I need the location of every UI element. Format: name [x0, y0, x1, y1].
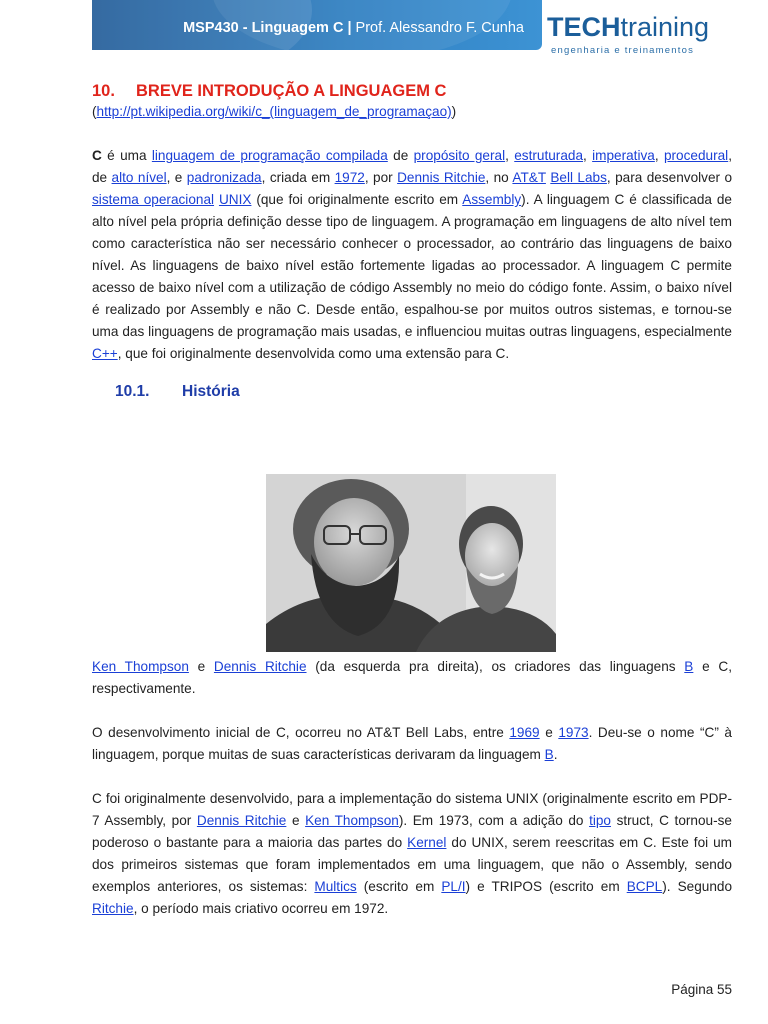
link-kernel[interactable]: Kernel	[407, 835, 447, 850]
text: e	[286, 813, 306, 828]
text: (que foi originalmente escrito em	[251, 192, 463, 207]
header-title-author: Prof. Alessandro F. Cunha	[351, 20, 524, 36]
link-ken-thompson[interactable]: Ken Thompson	[92, 659, 189, 674]
link-1969[interactable]: 1969	[509, 725, 540, 740]
link-dennis-ritchie[interactable]: Dennis Ritchie	[397, 170, 486, 185]
text: ). A linguagem C é classificada de alto nível pela própria definição desse tipo de linguagem. A programação em linguagens de alto nível tem como característica não ser necessário conhecer o processador, ao contrário das linguagens de baixo nível. As linguagens de baixo nível estão fortemente ligadas ao processador. A linguagem C permite acesso de baixo nível com a utilização de código Assembly no meio do código fonte. Assim, o baixo nível é realizado por Assembly e não C. Desde então, espalhou-se por muitos outros sistemas, e tornou-se uma das linguagens de programação mais usadas, e influenciou muitas outras linguagens, especialmente	[92, 192, 732, 339]
logo-tech: TECH	[547, 12, 621, 42]
logo-tagline: engenharia e treinamentos	[551, 45, 695, 56]
subsection-number: 10.1.	[115, 383, 150, 400]
text: (da esquerda pra direita), os criadores das linguagens	[306, 659, 685, 674]
text: , de	[92, 148, 732, 185]
header-title	[183, 20, 524, 36]
section-number: 10.	[92, 82, 115, 100]
history-paragraph-1	[92, 722, 732, 766]
paren-open: (	[92, 104, 97, 119]
photo-illustration	[266, 474, 556, 652]
link-cpp[interactable]: C++	[92, 346, 118, 361]
history-paragraph-2	[92, 788, 732, 920]
subsection-title: História	[182, 383, 240, 400]
link-b[interactable]: B	[544, 747, 554, 762]
photo-caption	[92, 656, 732, 700]
header-banner	[92, 0, 542, 50]
page-content	[92, 82, 732, 401]
text: , por	[364, 170, 398, 185]
link-tipo[interactable]: tipo	[589, 813, 611, 828]
link-dennis-ritchie[interactable]: Dennis Ritchie	[213, 659, 307, 674]
text: C foi originalmente desenvolvido, para a implementação do sistema UNIX (originalmente escrito em PDP-7 Assembly, por	[92, 791, 732, 828]
text: ,	[583, 148, 593, 163]
text: , no	[485, 170, 513, 185]
link-multics[interactable]: Multics	[314, 879, 357, 894]
source-link[interactable]: http://pt.wikipedia.org/wiki/c_(linguagem_de_programaçao)	[96, 104, 452, 119]
link-ritchie[interactable]: Ritchie	[92, 901, 134, 916]
text: e C, respectivamente.	[92, 659, 732, 696]
intro-c-bold: C	[92, 148, 102, 163]
thompson-ritchie-photo	[266, 474, 556, 652]
section-heading	[92, 82, 732, 101]
link-bell-labs[interactable]: Bell Labs	[550, 170, 607, 185]
text: . Deu-se o nome “C” à linguagem, porque muitas de suas características derivaram da linguagem	[92, 725, 732, 762]
link-imperativa[interactable]: imperativa	[592, 148, 655, 163]
link-padronizada[interactable]: padronizada	[186, 170, 262, 185]
text: e	[539, 725, 559, 740]
link-bcpl[interactable]: BCPL	[626, 879, 663, 894]
link-proposito-geral[interactable]: propósito geral	[413, 148, 506, 163]
text: , criada em	[261, 170, 335, 185]
page-number: Página 55	[671, 982, 732, 997]
link-att[interactable]: AT&T	[512, 170, 546, 185]
text: , o período mais criativo ocorreu em 1972.	[133, 901, 389, 916]
history-content	[92, 656, 732, 920]
link-unix[interactable]: UNIX	[218, 192, 252, 207]
text: ). Em 1973, com a adição do	[398, 813, 590, 828]
link-pl-i[interactable]: PL/I	[441, 879, 466, 894]
link-procedural[interactable]: procedural	[663, 148, 729, 163]
link-sistema-operacional[interactable]: sistema operacional	[92, 192, 215, 207]
logo-training: training	[620, 12, 710, 42]
link-ken-thompson[interactable]: Ken Thompson	[305, 813, 399, 828]
logo-wordmark	[547, 12, 709, 43]
text: de	[387, 148, 414, 163]
header-title-bold: MSP430 - Linguagem C |	[183, 20, 352, 36]
text: .	[553, 747, 558, 762]
text: e	[188, 659, 214, 674]
text: ). Segundo	[662, 879, 733, 894]
text: é uma	[101, 148, 152, 163]
section-title: BREVE INTRODUÇÃO A LINGUAGEM C	[136, 82, 447, 100]
paren-close: )	[451, 104, 457, 119]
subsection-heading	[92, 383, 732, 401]
link-assembly[interactable]: Assembly	[462, 192, 522, 207]
link-1973[interactable]: 1973	[558, 725, 589, 740]
text: , que foi originalmente desenvolvida como uma extensão para C.	[117, 346, 510, 361]
link-alto-nivel[interactable]: alto nível	[111, 170, 167, 185]
link-1972[interactable]: 1972	[334, 170, 365, 185]
link-linguagem-compilada[interactable]: linguagem de programação compilada	[151, 148, 388, 163]
text: O desenvolvimento inicial de C, ocorreu no AT&T Bell Labs, entre	[92, 725, 510, 740]
techtraining-logo	[547, 12, 747, 56]
text: struct, C tornou-se poderoso o bastante para a maioria das partes do	[92, 813, 732, 850]
page-header	[0, 0, 768, 58]
text: ,	[654, 148, 664, 163]
link-b[interactable]: B	[684, 659, 694, 674]
text: ,	[505, 148, 515, 163]
link-dennis-ritchie[interactable]: Dennis Ritchie	[196, 813, 287, 828]
intro-paragraph	[92, 145, 732, 365]
text: ) e TRIPOS (escrito em	[465, 879, 627, 894]
source-line	[92, 101, 732, 123]
text: , e	[166, 170, 187, 185]
link-estruturada[interactable]: estruturada	[514, 148, 583, 163]
text: do UNIX, serem reescritas em C. Este foi um dos primeiros sistemas que foram implementados em uma linguagem, que não o Assembly, sendo exemplos anteriores, os sistemas:	[92, 835, 732, 894]
text: , para desenvolver o	[606, 170, 733, 185]
text: (escrito em	[356, 879, 442, 894]
